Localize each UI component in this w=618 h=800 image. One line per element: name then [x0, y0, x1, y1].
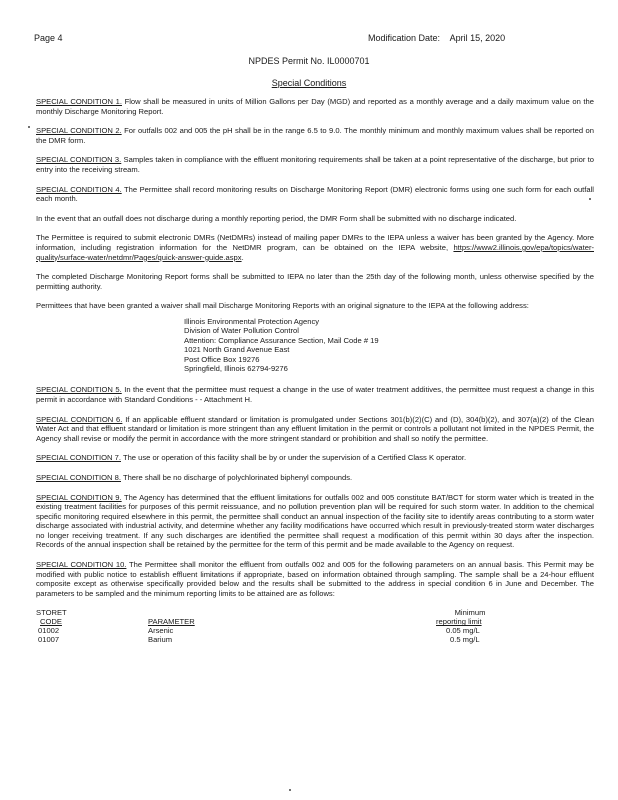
table-row-code: 01007 — [38, 635, 60, 645]
address-line: Illinois Environmental Protection Agency — [184, 316, 320, 326]
code-header: CODE — [40, 617, 62, 627]
modification-label: Modification Date: — [368, 33, 441, 43]
special-condition-2 — [36, 126, 594, 145]
scan-speck — [289, 789, 291, 791]
waiver-paragraph: Permittees that have been granted a waiver shall mail Discharge Monitoring Reports with an original signature to the IEPA at the following address: — [36, 301, 529, 311]
special-condition-10 — [36, 560, 594, 598]
condition-label: SPECIAL CONDITION 9. — [36, 492, 122, 502]
condition-text: There shall be no discharge of polychlorinated biphenyl compounds. — [120, 472, 353, 482]
table-row-parameter: Arsenic — [148, 626, 174, 636]
condition-label: SPECIAL CONDITION 5. — [36, 385, 122, 395]
iepa-website-link[interactable]: https://www2.illinois.gov/epa/topics/water-quality/surface-water/netdmr/Pages/quick-answer-guide.aspx — [36, 242, 594, 262]
condition-label: SPECIAL CONDITION 4. — [36, 184, 122, 194]
condition-text: Samples taken in compliance with the effluent monitoring requirements shall be taken at a point representative of the discharge, but prior to entry into the receiving stream. — [36, 155, 594, 174]
table-row-code: 01002 — [38, 626, 60, 636]
condition-text: In the event that the permittee must request a change in the use of water treatment additives, the permittee must request a change in this permit in accordance with Standard Conditions - - Attachment H. — [36, 385, 594, 404]
special-condition-4 — [36, 185, 594, 204]
condition-text: The Permittee shall record monitoring results on Discharge Monitoring Report (DMR) electronic forms using one such form for each outfall each month. — [36, 184, 594, 204]
condition-label: SPECIAL CONDITION 8. — [36, 472, 121, 482]
netdmr-end: . — [241, 252, 244, 262]
storet-header: STORET — [36, 608, 67, 618]
address-line: Division of Water Pollution Control — [184, 326, 299, 336]
condition-label: SPECIAL CONDITION 2. — [36, 126, 122, 136]
special-condition-6 — [36, 415, 594, 444]
parameters-table — [36, 608, 594, 654]
minimum-header: Minimum — [454, 608, 486, 618]
condition-text: The Agency has determined that the effluent limitations for outfalls 002 and 005 constitute BAT/BCT for storm water which is treated in the existing treatment facilities for purposes of this permit reissuance, and no pollution prevention plan will be required for such storm water. In addition to the chemical specific monitoring required elsewhere in this permit, the permittee shall conduct an annual inspection of the facility site to identify areas contributing to a storm water discharge associated with industrial activity, and determine whether any facility modifications have occurred which result in previously-treated storm water discharges no longer receiving treatment. If any such discharges are identified the permittee shall request a modification of this permit within 30 days after the inspection. Records of the annual inspection shall be retained by the permittee for the term of this permit and be made available to the Agency on request. — [36, 492, 594, 550]
modification-date — [368, 33, 505, 43]
condition-text: Flow shall be measured in units of Million Gallons per Day (MGD) and reported as a monthly average and a daily maximum value on the monthly Discharge Monitoring Report. — [36, 97, 594, 116]
condition-label: SPECIAL CONDITION 1. — [36, 97, 122, 106]
condition-label: SPECIAL CONDITION 3. — [36, 155, 122, 165]
address-line: Springfield, Illinois 62794-9276 — [184, 363, 288, 373]
document-body — [36, 97, 594, 654]
scan-speck — [28, 126, 30, 128]
special-condition-1 — [36, 97, 594, 116]
table-row-parameter: Barium — [148, 635, 173, 645]
reporting-limit-header: reporting limit — [436, 617, 482, 627]
netdmr-text: The Permittee is required to submit electronic DMRs (NetDMRs) instead of mailing paper DMRs to the IEPA unless a waiver has been granted by the Agency. More information, including registration information for the NetDMR program, can be obtained on the IEPA website, — [36, 233, 594, 252]
permit-number: NPDES Permit No. IL0000701 — [248, 56, 370, 66]
address-line: Post Office Box 19276 — [184, 354, 260, 364]
no-discharge-paragraph: In the event that an outfall does not discharge during a monthly reporting period, the DMR Form shall be submitted with no discharge indicated. — [36, 213, 517, 223]
special-condition-3 — [36, 155, 594, 174]
address-line: Attention: Compliance Assurance Section, Mail Code # 19 — [184, 335, 379, 345]
modification-date-value: April 15, 2020 — [449, 33, 506, 43]
special-condition-5 — [36, 385, 594, 404]
condition-text: The Permittee shall monitor the effluent from outfalls 002 and 005 for the following parameters on an annual basis. This Permit may be modified with public notice to establish effluent limitations if appropriate, based on information obtained through sampling. The sample shall be a 24-hour effluent composite except as otherwise specifically provided below and the results shall be submitted to the address in special condition 6 in June and December. The parameters to be sampled and the minimum reporting limits to be attained are as follows: — [36, 560, 594, 598]
dmr-deadline-paragraph: The completed Discharge Monitoring Report forms shall be submitted to IEPA no later than the 25th day of the following month, unless otherwise specified by the permitting authority. — [36, 272, 594, 291]
parameter-header: PARAMETER — [148, 617, 195, 627]
table-row-limit: 0.05 mg/L — [446, 626, 480, 636]
condition-label: SPECIAL CONDITION 6. — [36, 414, 123, 424]
scan-speck — [589, 198, 591, 200]
netdmr-paragraph — [36, 233, 594, 262]
condition-label: SPECIAL CONDITION 10. — [36, 560, 127, 570]
special-condition-8 — [36, 473, 594, 483]
address-line: 1021 North Grand Avenue East — [184, 345, 290, 355]
special-condition-7 — [36, 453, 594, 463]
mailing-address — [184, 317, 594, 373]
section-title: Special Conditions — [271, 78, 347, 88]
table-row-limit: 0.5 mg/L — [450, 635, 480, 645]
condition-text: For outfalls 002 and 005 the pH shall be in the range 6.5 to 9.0. The monthly minimum and monthly maximum values shall be reported on the DMR form. — [36, 126, 594, 145]
condition-text: If an applicable effluent standard or limitation is promulgated under Sections 301(b)(2)(C) and (D), 304(b)(2), and 307(a)(2) of the Clean Water Act and that effluent standard or limitation is more stringent than any effluent limitation in the permit or controls a pollutant not limited in the NPDES Permit, the Agency shall revise or modify the permit in accordance with the more stringent standard or prohibition and shall so notify the permittee. — [36, 414, 594, 443]
condition-label: SPECIAL CONDITION 7. — [36, 453, 121, 463]
condition-text: The use or operation of this facility shall be by or under the supervision of a Certified Class K operator. — [120, 453, 467, 463]
special-condition-9 — [36, 493, 594, 551]
page-number: Page 4 — [34, 33, 63, 43]
